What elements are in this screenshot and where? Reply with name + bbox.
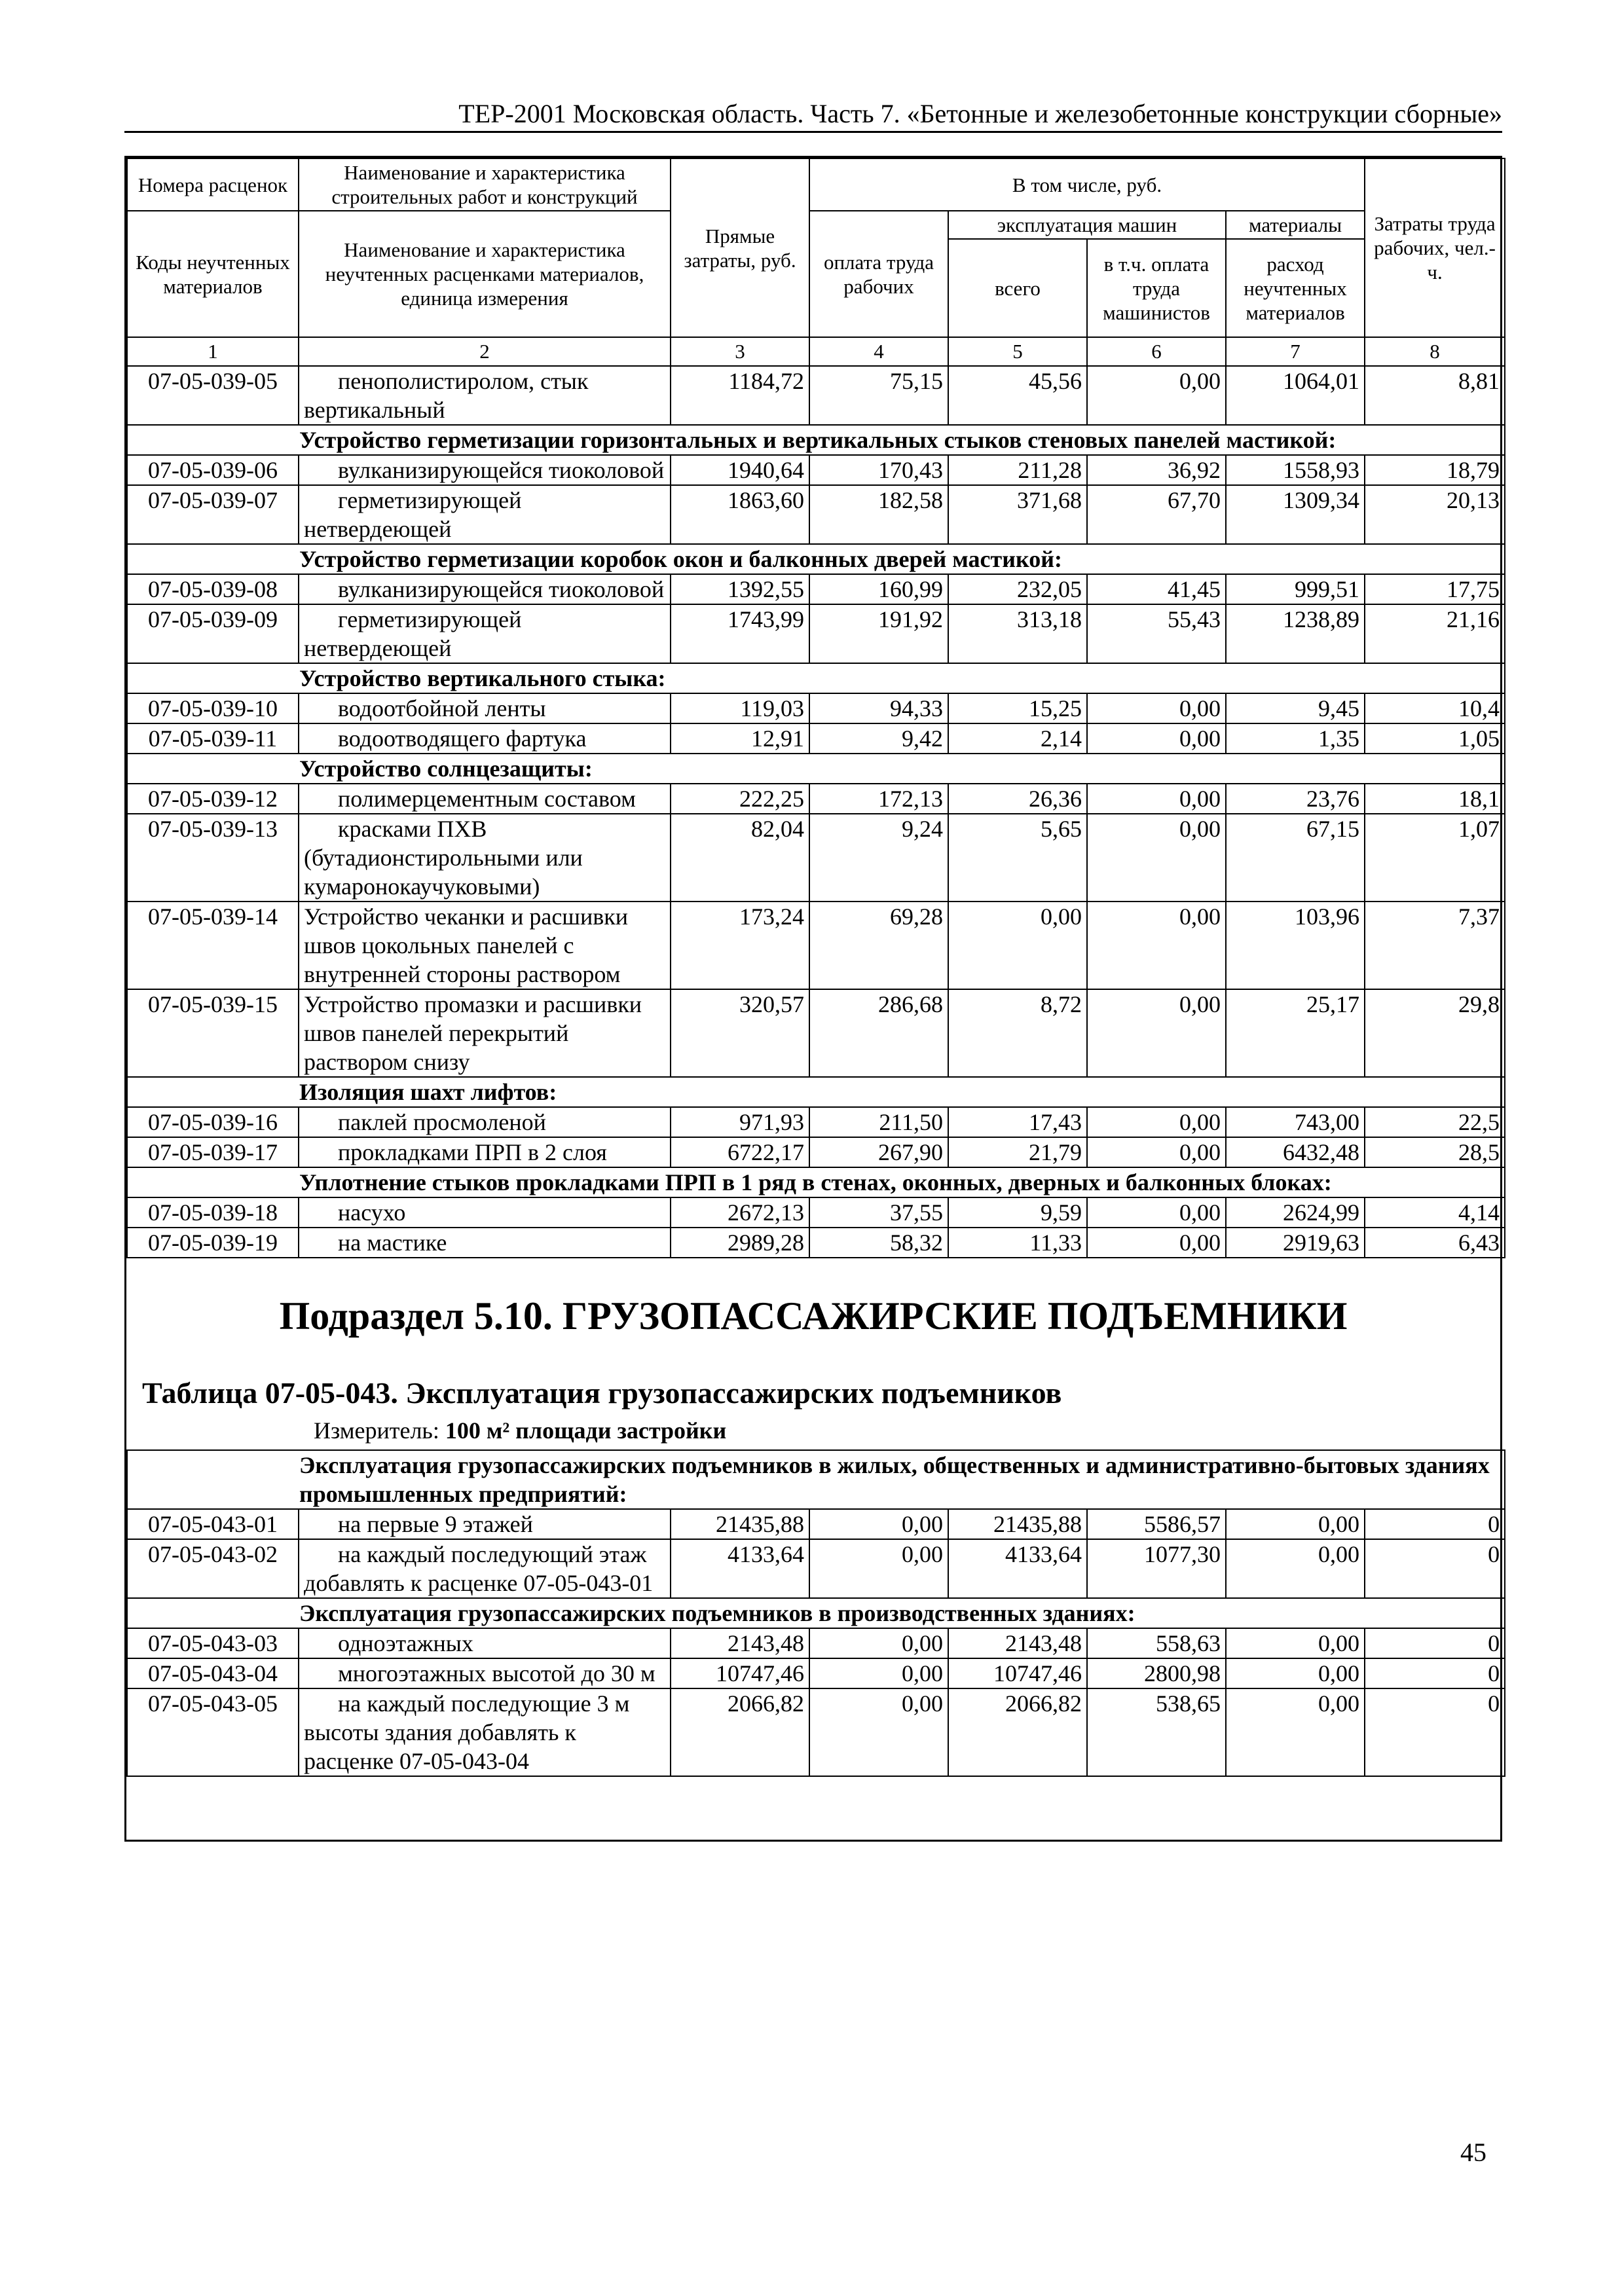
value-materials: 1238,89 — [1226, 604, 1365, 663]
section-header: Эксплуатация грузопассажирских подъемников в жилых, общественных и административно-бытовых зданиях промышленных предприятий: — [127, 1450, 1505, 1509]
value-materials: 25,17 — [1226, 989, 1365, 1077]
value-mach: 2066,82 — [948, 1688, 1087, 1776]
value-direct: 222,25 — [671, 784, 809, 814]
section-header: Изоляция шахт лифтов: — [127, 1077, 1505, 1107]
section-header: Устройство вертикального стыка: — [127, 663, 1505, 693]
work-name: красками ПХВ (бутадионстирольными или кумаронокаучуковыми) — [299, 814, 671, 902]
work-name: герметизирующей нетвердеющей — [299, 485, 671, 544]
value-labor: 211,50 — [809, 1107, 948, 1137]
table-row — [127, 1228, 1505, 1258]
header-machines: эксплуатация машин — [948, 211, 1226, 239]
meter-line — [314, 1415, 1500, 1446]
value-labor: 160,99 — [809, 574, 948, 604]
column-number: 8 — [1365, 337, 1505, 366]
value-hours: 0 — [1365, 1658, 1505, 1688]
document-frame — [124, 156, 1502, 1842]
work-name: пенополистиролом, стык вертикальный — [299, 366, 671, 425]
value-labor: 37,55 — [809, 1197, 948, 1228]
value-machinists: 0,00 — [1087, 1228, 1226, 1258]
rate-code: 07-05-039-13 — [127, 814, 299, 902]
value-machinists: 0,00 — [1087, 1137, 1226, 1167]
work-name: водоотводящего фартука — [299, 723, 671, 754]
section-header-row — [127, 425, 1505, 455]
section-header: Устройство герметизации горизонтальных и вертикальных стыков стеновых панелей мастикой: — [127, 425, 1505, 455]
value-machinists: 41,45 — [1087, 574, 1226, 604]
rate-code: 07-05-039-09 — [127, 604, 299, 663]
rate-code: 07-05-039-16 — [127, 1107, 299, 1137]
value-mach: 232,05 — [948, 574, 1087, 604]
work-name: на каждый последующие 3 м высоты здания добавлять к расценке 07-05-043-04 — [299, 1688, 671, 1776]
table-row — [127, 366, 1505, 425]
value-direct: 82,04 — [671, 814, 809, 902]
rate-code: 07-05-039-07 — [127, 485, 299, 544]
work-name: вулканизирующейся тиоколовой — [299, 574, 671, 604]
rate-code: 07-05-039-17 — [127, 1137, 299, 1167]
value-direct: 1940,64 — [671, 455, 809, 485]
table-row — [127, 784, 1505, 814]
value-mach: 17,43 — [948, 1107, 1087, 1137]
value-materials: 2624,99 — [1226, 1197, 1365, 1228]
value-machinists: 0,00 — [1087, 693, 1226, 723]
value-machinists: 0,00 — [1087, 989, 1226, 1077]
value-mach: 45,56 — [948, 366, 1087, 425]
table-row — [127, 1688, 1505, 1776]
rate-code: 07-05-039-12 — [127, 784, 299, 814]
header-machines-total: всего — [948, 239, 1087, 337]
value-direct: 12,91 — [671, 723, 809, 754]
section-header-row — [127, 663, 1505, 693]
table-row — [127, 693, 1505, 723]
column-number: 7 — [1226, 337, 1365, 366]
value-labor: 94,33 — [809, 693, 948, 723]
value-machinists: 0,00 — [1087, 814, 1226, 902]
value-materials: 0,00 — [1226, 1688, 1365, 1776]
value-mach: 21435,88 — [948, 1509, 1087, 1539]
value-direct: 1184,72 — [671, 366, 809, 425]
value-labor: 0,00 — [809, 1539, 948, 1598]
value-mach: 10747,46 — [948, 1658, 1087, 1688]
value-machinists: 5586,57 — [1087, 1509, 1226, 1539]
value-labor: 9,24 — [809, 814, 948, 902]
value-materials: 0,00 — [1226, 1539, 1365, 1598]
rate-code: 07-05-039-18 — [127, 1197, 299, 1228]
value-mach: 8,72 — [948, 989, 1087, 1077]
page-number: 45 — [1460, 2138, 1486, 2167]
header-rate-numbers: Номера расценок — [127, 158, 299, 211]
value-materials: 2919,63 — [1226, 1228, 1365, 1258]
rate-code: 07-05-039-11 — [127, 723, 299, 754]
rate-code: 07-05-039-14 — [127, 902, 299, 989]
section-header-row — [127, 1077, 1505, 1107]
value-mach: 21,79 — [948, 1137, 1087, 1167]
work-name: Устройство чеканки и расшивки швов цокольных панелей с внутренней стороны раствором — [299, 902, 671, 989]
value-materials: 67,15 — [1226, 814, 1365, 902]
section-header-row — [127, 544, 1505, 574]
value-labor: 75,15 — [809, 366, 948, 425]
header-unaccounted-materials: расход неучтенных материалов — [1226, 239, 1365, 337]
header-materials: материалы — [1226, 211, 1365, 239]
value-hours: 0 — [1365, 1688, 1505, 1776]
table-row — [127, 902, 1505, 989]
table-row — [127, 1197, 1505, 1228]
value-labor: 9,42 — [809, 723, 948, 754]
section-header: Устройство герметизации коробок окон и балконных дверей мастикой: — [127, 544, 1505, 574]
column-number: 4 — [809, 337, 948, 366]
work-name: Устройство промазки и расшивки швов панелей перекрытий раствором снизу — [299, 989, 671, 1077]
value-direct: 320,57 — [671, 989, 809, 1077]
value-labor: 170,43 — [809, 455, 948, 485]
value-hours: 10,4 — [1365, 693, 1505, 723]
rate-code: 07-05-039-10 — [127, 693, 299, 723]
work-name: водоотбойной ленты — [299, 693, 671, 723]
value-direct: 1743,99 — [671, 604, 809, 663]
rate-code: 07-05-039-05 — [127, 366, 299, 425]
value-machinists: 0,00 — [1087, 723, 1226, 754]
value-machinists: 1077,30 — [1087, 1539, 1226, 1598]
section-header-row — [127, 754, 1505, 784]
table-row — [127, 604, 1505, 663]
header-labor-pay: оплата труда рабочих — [809, 211, 948, 337]
value-direct: 173,24 — [671, 902, 809, 989]
header-work-name: Наименование и характеристика строительных работ и конструкций — [299, 158, 671, 211]
work-name: прокладками ПРП в 2 слоя — [299, 1137, 671, 1167]
work-name: на мастике — [299, 1228, 671, 1258]
header-labor-cost: Затраты труда рабочих, чел.-ч. — [1365, 158, 1505, 337]
header-direct-costs: Прямые затраты, руб. — [671, 158, 809, 337]
value-mach: 4133,64 — [948, 1539, 1087, 1598]
value-machinists: 558,63 — [1087, 1628, 1226, 1658]
value-mach: 2,14 — [948, 723, 1087, 754]
value-machinists: 0,00 — [1087, 902, 1226, 989]
header-material-name: Наименование и характеристика неучтенных расценками материалов, единица измерения — [299, 211, 671, 337]
value-hours: 1,07 — [1365, 814, 1505, 902]
value-hours: 28,5 — [1365, 1137, 1505, 1167]
work-name: одноэтажных — [299, 1628, 671, 1658]
value-materials: 1064,01 — [1226, 366, 1365, 425]
value-direct: 1863,60 — [671, 485, 809, 544]
section-header-row — [127, 1450, 1505, 1509]
table-row — [127, 574, 1505, 604]
value-direct: 6722,17 — [671, 1137, 809, 1167]
header-material-codes: Коды неучтенных материалов — [127, 211, 299, 337]
value-labor: 286,68 — [809, 989, 948, 1077]
section-header: Уплотнение стыков прокладками ПРП в 1 ряд в стенах, оконных, дверных и балконных блоках: — [127, 1167, 1505, 1197]
rate-code: 07-05-043-03 — [127, 1628, 299, 1658]
header-machinists-pay: в т.ч. оплата труда машинистов — [1087, 239, 1226, 337]
value-mach: 9,59 — [948, 1197, 1087, 1228]
value-machinists: 0,00 — [1087, 1197, 1226, 1228]
value-machinists: 36,92 — [1087, 455, 1226, 485]
value-direct: 2066,82 — [671, 1688, 809, 1776]
column-number: 6 — [1087, 337, 1226, 366]
value-materials: 103,96 — [1226, 902, 1365, 989]
table-header — [127, 158, 1505, 366]
table-row — [127, 485, 1505, 544]
column-number: 5 — [948, 337, 1087, 366]
value-mach: 5,65 — [948, 814, 1087, 902]
value-hours: 1,05 — [1365, 723, 1505, 754]
value-machinists: 55,43 — [1087, 604, 1226, 663]
table-row — [127, 723, 1505, 754]
lifts-table — [126, 1449, 1505, 1777]
table-row — [127, 1107, 1505, 1137]
column-number: 2 — [299, 337, 671, 366]
value-direct: 1392,55 — [671, 574, 809, 604]
value-direct: 2672,13 — [671, 1197, 809, 1228]
value-hours: 0 — [1365, 1509, 1505, 1539]
value-labor: 69,28 — [809, 902, 948, 989]
rates-table — [126, 158, 1505, 1258]
running-header: ТЕР-2001 Московская область. Часть 7. «Бетонные и железобетонные конструкции сборные» — [458, 99, 1502, 128]
table-row — [127, 989, 1505, 1077]
table-row — [127, 1137, 1505, 1167]
value-hours: 18,1 — [1365, 784, 1505, 814]
rate-code: 07-05-043-05 — [127, 1688, 299, 1776]
lifts-table-body — [127, 1450, 1505, 1776]
value-direct: 119,03 — [671, 693, 809, 723]
value-mach: 0,00 — [948, 902, 1087, 989]
meter-label: Измеритель: — [314, 1417, 445, 1444]
section-header-row — [127, 1598, 1505, 1628]
work-name: насухо — [299, 1197, 671, 1228]
value-labor: 0,00 — [809, 1688, 948, 1776]
table-row — [127, 1509, 1505, 1539]
value-materials: 0,00 — [1226, 1509, 1365, 1539]
value-materials: 6432,48 — [1226, 1137, 1365, 1167]
value-direct: 2989,28 — [671, 1228, 809, 1258]
value-mach: 2143,48 — [948, 1628, 1087, 1658]
value-direct: 10747,46 — [671, 1658, 809, 1688]
column-numbers-row — [127, 337, 1505, 366]
value-hours: 7,37 — [1365, 902, 1505, 989]
value-hours: 29,8 — [1365, 989, 1505, 1077]
work-name: многоэтажных высотой до 30 м — [299, 1658, 671, 1688]
value-materials: 743,00 — [1226, 1107, 1365, 1137]
value-hours: 0 — [1365, 1628, 1505, 1658]
value-labor: 191,92 — [809, 604, 948, 663]
value-mach: 26,36 — [948, 784, 1087, 814]
value-machinists: 0,00 — [1087, 1107, 1226, 1137]
header-including: В том числе, руб. — [809, 158, 1365, 211]
column-number: 1 — [127, 337, 299, 366]
value-materials: 1309,34 — [1226, 485, 1365, 544]
value-hours: 21,16 — [1365, 604, 1505, 663]
value-labor: 58,32 — [809, 1228, 948, 1258]
rate-code: 07-05-043-02 — [127, 1539, 299, 1598]
value-hours: 20,13 — [1365, 485, 1505, 544]
rate-code: 07-05-043-01 — [127, 1509, 299, 1539]
rates-table-body — [127, 366, 1505, 1258]
value-machinists: 0,00 — [1087, 784, 1226, 814]
value-mach: 313,18 — [948, 604, 1087, 663]
section-header-row — [127, 1167, 1505, 1197]
value-hours: 8,81 — [1365, 366, 1505, 425]
table-row — [127, 1658, 1505, 1688]
rate-code: 07-05-039-08 — [127, 574, 299, 604]
work-name: герметизирующей нетвердеющей — [299, 604, 671, 663]
table-row — [127, 1539, 1505, 1598]
value-hours: 4,14 — [1365, 1197, 1505, 1228]
value-machinists: 67,70 — [1087, 485, 1226, 544]
rate-code: 07-05-039-15 — [127, 989, 299, 1077]
work-name: на каждый последующий этаж добавлять к расценке 07-05-043-01 — [299, 1539, 671, 1598]
value-machinists: 2800,98 — [1087, 1658, 1226, 1688]
value-labor: 182,58 — [809, 485, 948, 544]
table-title: Таблица 07-05-043. Эксплуатация грузопассажирских подъемников — [142, 1376, 1062, 1410]
value-materials: 0,00 — [1226, 1658, 1365, 1688]
value-direct: 2143,48 — [671, 1628, 809, 1658]
value-mach: 11,33 — [948, 1228, 1087, 1258]
header-rule — [124, 131, 1502, 133]
value-materials: 1558,93 — [1226, 455, 1365, 485]
table-row — [127, 814, 1505, 902]
value-labor: 0,00 — [809, 1509, 948, 1539]
value-materials: 9,45 — [1226, 693, 1365, 723]
value-materials: 1,35 — [1226, 723, 1365, 754]
value-mach: 211,28 — [948, 455, 1087, 485]
section-header: Эксплуатация грузопассажирских подъемников в производственных зданиях: — [127, 1598, 1505, 1628]
value-hours: 17,75 — [1365, 574, 1505, 604]
rate-code: 07-05-039-19 — [127, 1228, 299, 1258]
subsection-title: Подраздел 5.10. ГРУЗОПАССАЖИРСКИЕ ПОДЪЕМНИКИ — [279, 1294, 1348, 1338]
work-name: вулканизирующейся тиоколовой — [299, 455, 671, 485]
rate-code: 07-05-043-04 — [127, 1658, 299, 1688]
subsection-block — [126, 1258, 1500, 1446]
value-direct: 4133,64 — [671, 1539, 809, 1598]
work-name: на первые 9 этажей — [299, 1509, 671, 1539]
value-labor: 267,90 — [809, 1137, 948, 1167]
value-direct: 971,93 — [671, 1107, 809, 1137]
value-materials: 0,00 — [1226, 1628, 1365, 1658]
work-name: полимерцементным составом — [299, 784, 671, 814]
value-labor: 172,13 — [809, 784, 948, 814]
value-mach: 15,25 — [948, 693, 1087, 723]
table-row — [127, 455, 1505, 485]
value-materials: 23,76 — [1226, 784, 1365, 814]
value-labor: 0,00 — [809, 1658, 948, 1688]
value-direct: 21435,88 — [671, 1509, 809, 1539]
meter-value: 100 м² площади застройки — [445, 1417, 727, 1444]
value-machinists: 538,65 — [1087, 1688, 1226, 1776]
value-hours: 0 — [1365, 1539, 1505, 1598]
value-hours: 22,5 — [1365, 1107, 1505, 1137]
rate-code: 07-05-039-06 — [127, 455, 299, 485]
work-name: паклей просмоленой — [299, 1107, 671, 1137]
value-mach: 371,68 — [948, 485, 1087, 544]
column-number: 3 — [671, 337, 809, 366]
section-header: Устройство солнцезащиты: — [127, 754, 1505, 784]
table-row — [127, 1628, 1505, 1658]
value-machinists: 0,00 — [1087, 366, 1226, 425]
value-hours: 18,79 — [1365, 455, 1505, 485]
value-hours: 6,43 — [1365, 1228, 1505, 1258]
value-materials: 999,51 — [1226, 574, 1365, 604]
value-labor: 0,00 — [809, 1628, 948, 1658]
